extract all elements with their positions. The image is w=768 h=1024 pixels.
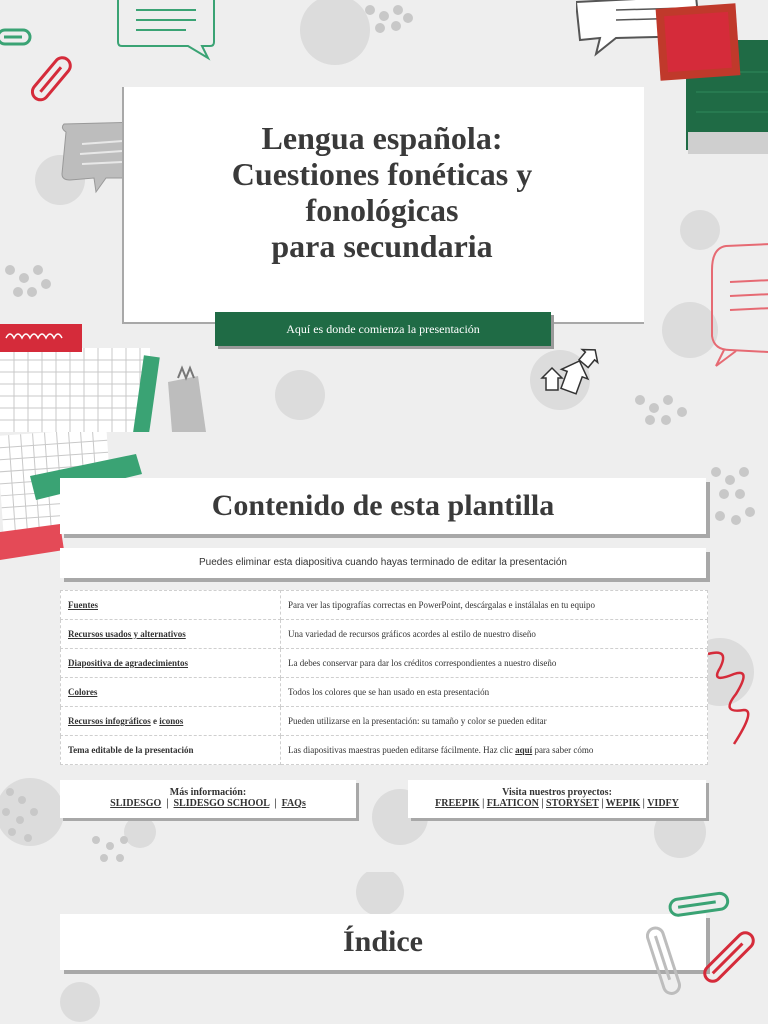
index-title: Índice [342,925,423,958]
projects-box: Visita nuestros proyectos: FREEPIK | FLATICON | STORYSET | WEPIK | VIDFY [408,780,706,818]
projects-heading: Visita nuestros proyectos: [502,787,612,798]
table-key-link[interactable]: Recursos usados y alternativos [61,620,281,649]
contents-title: Contenido de esta plantilla [211,489,555,522]
slidesgo-school-link[interactable]: SLIDESGO SCHOOL [173,798,270,809]
contents-table [60,590,708,765]
table-value: Una variedad de recursos gráficos acordes al estilo de nuestro diseño [281,620,708,649]
table-key-link[interactable]: Fuentes [61,591,281,620]
table-value: La debes conservar para dar los créditos correspondientes a nuestro diseño [281,649,708,678]
vidfy-link[interactable]: VIDFY [647,798,679,809]
storyset-link[interactable]: STORYSET [546,798,599,809]
wepik-link[interactable]: WEPIK [605,798,641,809]
more-info-heading: Más información: [169,787,247,798]
faqs-link[interactable]: FAQs [281,798,306,809]
table-row [61,649,708,678]
slide-index [0,872,768,1024]
speech-bubble-icon [112,0,222,62]
paperclip-icon [22,48,82,108]
paperclip-icon [666,890,736,920]
infographics-link[interactable]: Recursos infográficos [68,716,151,726]
table-value: Las diapositivas maestras pueden editarse fácilmente. Haz clic aquí para saber cómo [281,736,708,765]
slide-cover [0,0,768,432]
table-row [61,591,708,620]
squiggle-decoration [700,644,760,754]
speech-bubble-icon [706,240,768,370]
table-row [61,707,708,736]
table-key-links: Recursos infográficos e iconos [61,707,281,736]
slidesgo-link[interactable]: SLIDESGO [110,798,162,809]
freepik-link[interactable]: FREEPIK [435,798,480,809]
cursor-arrows-icon [540,346,610,396]
icons-link[interactable]: iconos [159,716,184,726]
paperclip-icon [694,922,764,992]
more-info-box: Más información: SLIDESGO | SLIDESGO SCHOOL | FAQs [60,780,356,818]
here-link[interactable]: aquí [515,745,533,755]
slide-contents [0,432,768,872]
table-key-link[interactable]: Colores [61,678,281,707]
cover-subtitle: Aquí es donde comienza la presentación [215,312,551,346]
table-value: Todos los colores que se han usado en esta presentación [281,678,708,707]
flaticon-link[interactable]: FLATICON [486,798,539,809]
table-row [61,678,708,707]
table-key: Tema editable de la presentación [61,736,281,765]
grid-paper-decoration [0,320,240,432]
table-value: Pueden utilizarse en la presentación: su tamaño y color se pueden editar [281,707,708,736]
table-row [61,620,708,649]
contents-subtitle: Puedes eliminar esta diapositiva cuando hayas terminado de editar la presentación [198,557,567,568]
table-value: Para ver las tipografías correctas en PowerPoint, descárgalas e instálalas en tu equipo [281,591,708,620]
paperclip-icon [646,922,686,1002]
cover-title: Lengua española: Cuestiones fonéticas y fonológicas para secundaria [231,120,533,264]
table-row [61,736,708,765]
table-key-link[interactable]: Diapositiva de agradecimientos [61,649,281,678]
